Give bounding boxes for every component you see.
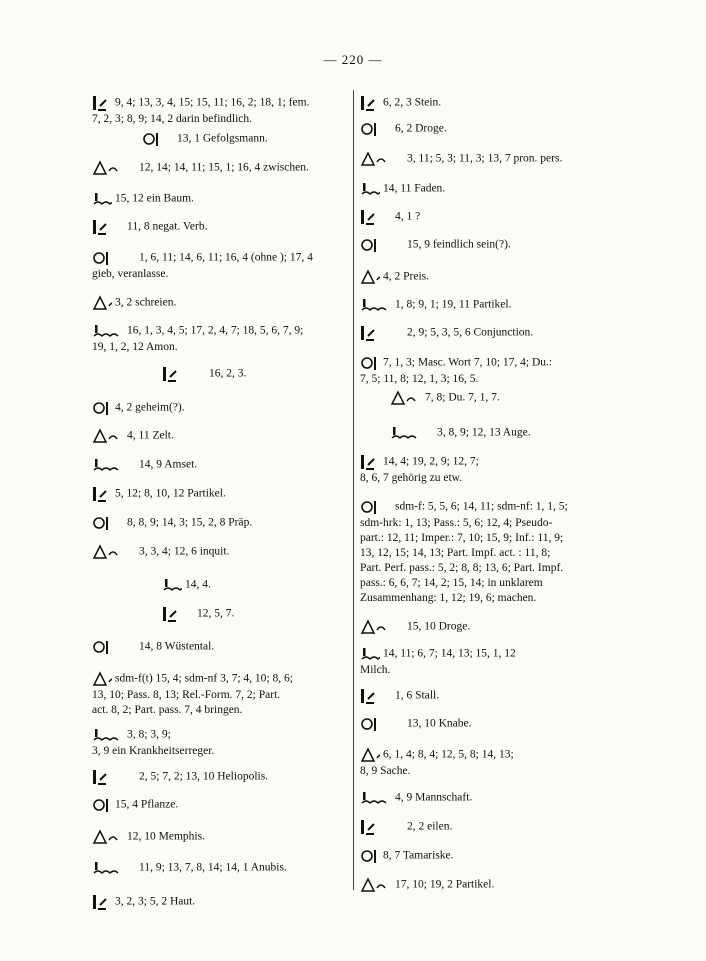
- right-entry: [360, 453, 618, 486]
- entry-continuation: 8, 9 Sache.: [360, 765, 411, 777]
- entry-continuation: 7, 2, 3; 8, 9; 14, 2 darin befindlich.: [92, 113, 253, 125]
- entry-continuation: gieb, veranlasse.: [92, 268, 169, 280]
- hieroglyph-icon: [390, 389, 422, 407]
- hieroglyph-icon: [162, 605, 194, 623]
- entry-text: 1, 6, 11; 14, 6, 11; 16, 4 (ohne ); 17, 4: [139, 251, 313, 264]
- right-entry: [360, 498, 618, 606]
- hieroglyph-icon: [92, 456, 136, 474]
- entry-text: 9, 4; 13, 3, 4, 15; 15, 11; 16, 2; 18, 1; fem.: [115, 96, 310, 109]
- right-entry: [360, 715, 618, 733]
- left-entry: [92, 543, 350, 561]
- entry-text: 5, 12; 8, 10, 12 Partikel.: [115, 487, 226, 500]
- hieroglyph-icon: [360, 687, 392, 705]
- hieroglyph-icon: [92, 859, 136, 877]
- left-entry: [92, 399, 350, 417]
- left-entry: [92, 828, 350, 846]
- hieroglyph-icon: [92, 543, 136, 561]
- hieroglyph-icon: [162, 365, 206, 383]
- right-entry: [360, 236, 618, 254]
- entry-continuation: Zusammenhang: 1, 12; 19, 6; machen.: [360, 592, 537, 604]
- entry-continuation: part.: 12, 11; Imper.: 7, 10; 15, 9; Inf.: 11, 9;: [360, 532, 564, 544]
- right-entry: [360, 296, 618, 314]
- hieroglyph-icon: [92, 94, 112, 112]
- hieroglyph-icon: [92, 427, 124, 445]
- hieroglyph-icon: [360, 120, 392, 138]
- entry-continuation: Milch.: [360, 664, 391, 676]
- entry-text: sdm-f: 5, 5, 6; 14, 11; sdm-nf: 1, 1, 5;: [395, 500, 568, 513]
- hieroglyph-icon: [360, 818, 404, 836]
- hieroglyph-icon: [92, 768, 136, 786]
- hieroglyph-icon: [360, 645, 380, 663]
- left-entry: [92, 294, 350, 312]
- hieroglyph-icon: [92, 893, 112, 911]
- entry-text: 3, 11; 5, 3; 11, 3; 13, 7 pron. pers.: [407, 152, 563, 165]
- entry-text: 6, 2 Droge.: [395, 122, 447, 135]
- right-entry: [390, 424, 618, 442]
- entry-text: 15, 12 ein Baum.: [115, 192, 194, 205]
- entry-text: 3, 2, 3; 5, 2 Haut.: [115, 895, 196, 908]
- entry-continuation: 7, 5; 11, 8; 12, 1, 3; 16, 5.: [360, 373, 479, 385]
- entry-text: 12, 14; 14, 11; 15, 1; 16, 4 zwischen.: [139, 161, 309, 174]
- entry-text: 13, 1 Gefolgsmann.: [177, 132, 268, 145]
- hieroglyph-icon: [92, 796, 112, 814]
- entry-continuation: pass.: 6, 6, 7; 14, 2; 15, 14; in unklarem: [360, 577, 543, 589]
- right-entry: [360, 94, 618, 112]
- hieroglyph-icon: [92, 218, 124, 236]
- entry-text: 3, 8, 9; 12, 13 Auge.: [437, 426, 531, 439]
- right-entry: [360, 645, 618, 678]
- hieroglyph-icon: [162, 576, 182, 594]
- hieroglyph-icon: [360, 453, 380, 471]
- entry-continuation: Part. Perf. pass.: 5, 2; 8, 8; 13, 6; Part. Impf.: [360, 562, 564, 574]
- right-entry: [360, 618, 618, 636]
- entry-text: 11, 9; 13, 7, 8, 14; 14, 1 Anubis.: [139, 861, 287, 874]
- entry-text: 14, 11 Faden.: [383, 182, 446, 195]
- left-entry: [92, 218, 350, 236]
- left-entry: [92, 796, 350, 814]
- hieroglyph-icon: [360, 296, 392, 314]
- hieroglyph-icon: [92, 514, 124, 532]
- entry-text: 15, 4 Pflanze.: [115, 798, 179, 811]
- hieroglyph-icon: [92, 190, 112, 208]
- right-entry: [360, 746, 618, 779]
- entry-text: 6, 2, 3 Stein.: [383, 96, 442, 109]
- left-entry: [162, 576, 350, 594]
- right-entry: [360, 847, 618, 865]
- hieroglyph-icon: [360, 180, 380, 198]
- entry-text: 3, 2 schreien.: [115, 296, 177, 309]
- hieroglyph-icon: [360, 354, 380, 372]
- hieroglyph-icon: [360, 236, 404, 254]
- entry-text: 7, 8; Du. 7, 1, 7.: [425, 391, 500, 404]
- left-entry: [92, 514, 350, 532]
- right-entry: [360, 687, 618, 705]
- entry-text: 17, 10; 19, 2 Partikel.: [395, 878, 495, 891]
- hieroglyph-icon: [360, 498, 392, 516]
- entry-text: 12, 10 Memphis.: [127, 830, 205, 843]
- entry-continuation: 19, 1, 2, 12 Amon.: [92, 341, 178, 353]
- left-entry: [142, 130, 350, 148]
- entry-text: 2, 5; 7, 2; 13, 10 Heliopolis.: [139, 770, 269, 783]
- right-entry: [360, 876, 618, 894]
- right-entry: [390, 389, 618, 407]
- entry-text: sdm-f(t) 15, 4; sdm-nf 3, 7; 4, 10; 8, 6;: [115, 672, 293, 685]
- entry-continuation: 13, 12, 15; 14, 13; Part. Impf. act. : 11, 8;: [360, 547, 551, 559]
- entry-text: 15, 10 Droge.: [407, 620, 471, 633]
- entry-text: 2, 9; 5, 3, 5, 6 Conjunction.: [407, 326, 534, 339]
- entry-text: 8, 7 Tamariske.: [383, 849, 454, 862]
- left-entry: [162, 605, 350, 623]
- right-entry: [360, 180, 618, 198]
- hieroglyph-icon: [92, 249, 136, 267]
- hieroglyph-icon: [360, 268, 380, 286]
- right-entry: [360, 324, 618, 342]
- hieroglyph-icon: [92, 726, 124, 744]
- entry-text: 15, 9 feindlich sein(?).: [407, 238, 511, 251]
- left-entry: [92, 670, 350, 718]
- left-entry: [92, 859, 350, 877]
- entry-text: 13, 10 Knabe.: [407, 717, 472, 730]
- right-entry: [360, 120, 618, 138]
- hieroglyph-icon: [360, 94, 380, 112]
- entry-text: 14, 4; 19, 2, 9; 12, 7;: [383, 455, 479, 468]
- hieroglyph-icon: [92, 159, 136, 177]
- hieroglyph-icon: [92, 638, 136, 656]
- entry-text: 14, 11; 6, 7; 14, 13; 15, 1, 12: [383, 647, 516, 660]
- entry-text: 4, 11 Zelt.: [127, 429, 174, 442]
- entry-continuation: 13, 10; Pass. 8, 13; Rel.-Form. 7, 2; Part.: [92, 689, 281, 701]
- right-entry: [360, 354, 618, 387]
- entry-continuation: sdm-hrk: 1, 13; Pass.: 5, 6; 12, 4; Pseudo-: [360, 517, 553, 529]
- column-rule: [353, 90, 354, 890]
- left-entry: [92, 94, 350, 127]
- left-entry: [92, 456, 350, 474]
- left-entry: [92, 768, 350, 786]
- entry-text: 4, 2 Preis.: [383, 270, 429, 283]
- hieroglyph-icon: [360, 847, 380, 865]
- entry-text: 2, 2 eilen.: [407, 820, 453, 833]
- right-entry: [360, 268, 618, 286]
- left-entry: [92, 427, 350, 445]
- hieroglyph-icon: [92, 399, 112, 417]
- hieroglyph-icon: [360, 789, 392, 807]
- entry-text: 12, 5, 7.: [197, 607, 235, 620]
- entry-text: 14, 8 Wüstental.: [139, 640, 215, 653]
- entry-continuation: 8, 6, 7 gehörig zu etw.: [360, 472, 463, 484]
- hieroglyph-icon: [360, 150, 404, 168]
- left-entry: [92, 159, 350, 177]
- left-entry: [92, 893, 350, 911]
- left-entry: [92, 726, 350, 759]
- left-entry: [92, 249, 350, 282]
- left-entry: [92, 638, 350, 656]
- hieroglyph-icon: [360, 618, 404, 636]
- left-entry: [92, 485, 350, 503]
- hieroglyph-icon: [360, 324, 404, 342]
- right-entry: [360, 150, 618, 168]
- left-entry: [92, 190, 350, 208]
- hieroglyph-icon: [92, 322, 124, 340]
- left-entry: [92, 322, 350, 355]
- hieroglyph-icon: [92, 670, 112, 688]
- hieroglyph-icon: [360, 208, 392, 226]
- entry-text: 6, 1, 4; 8, 4; 12, 5, 8; 14, 13;: [383, 748, 514, 761]
- hieroglyph-icon: [360, 746, 380, 764]
- entry-text: 8, 8, 9; 14, 3; 15, 2, 8 Präp.: [127, 516, 253, 529]
- hieroglyph-icon: [390, 424, 434, 442]
- hieroglyph-icon: [92, 485, 112, 503]
- right-entry: [360, 789, 618, 807]
- page-number: — 220 —: [323, 52, 383, 67]
- entry-continuation: act. 8, 2; Part. pass. 7, 4 bringen.: [92, 704, 243, 716]
- left-entry: [162, 365, 350, 383]
- entry-text: 3, 3, 4; 12, 6 inquit.: [139, 545, 230, 558]
- entry-text: 11, 8 negat. Verb.: [127, 220, 208, 233]
- entry-text: 4, 1 ?: [395, 210, 421, 223]
- entry-text: 1, 6 Stall.: [395, 689, 440, 702]
- entry-text: 1, 8; 9, 1; 19, 11 Partikel.: [395, 298, 512, 311]
- entry-text: 16, 1, 3, 4, 5; 17, 2, 4, 7; 18, 5, 6, 7, 9;: [127, 324, 304, 337]
- entry-text: 4, 9 Mannschaft.: [395, 791, 473, 804]
- hieroglyph-icon: [360, 715, 404, 733]
- entry-text: 14, 4.: [185, 578, 211, 591]
- entry-text: 16, 2, 3.: [209, 367, 247, 380]
- entry-text: 4, 2 geheim(?).: [115, 401, 185, 414]
- hieroglyph-icon: [360, 876, 392, 894]
- right-entry: [360, 208, 618, 226]
- right-entry: [360, 818, 618, 836]
- hieroglyph-icon: [142, 130, 174, 148]
- entry-continuation: 3, 9 ein Krankheitserreger.: [92, 745, 215, 757]
- entry-text: 3, 8; 3, 9;: [127, 728, 171, 741]
- hieroglyph-icon: [92, 294, 112, 312]
- entry-text: 7, 1, 3; Masc. Wort 7, 10; 17, 4; Du.:: [383, 356, 553, 369]
- hieroglyph-icon: [92, 828, 124, 846]
- entry-text: 14, 9 Amset.: [139, 458, 198, 471]
